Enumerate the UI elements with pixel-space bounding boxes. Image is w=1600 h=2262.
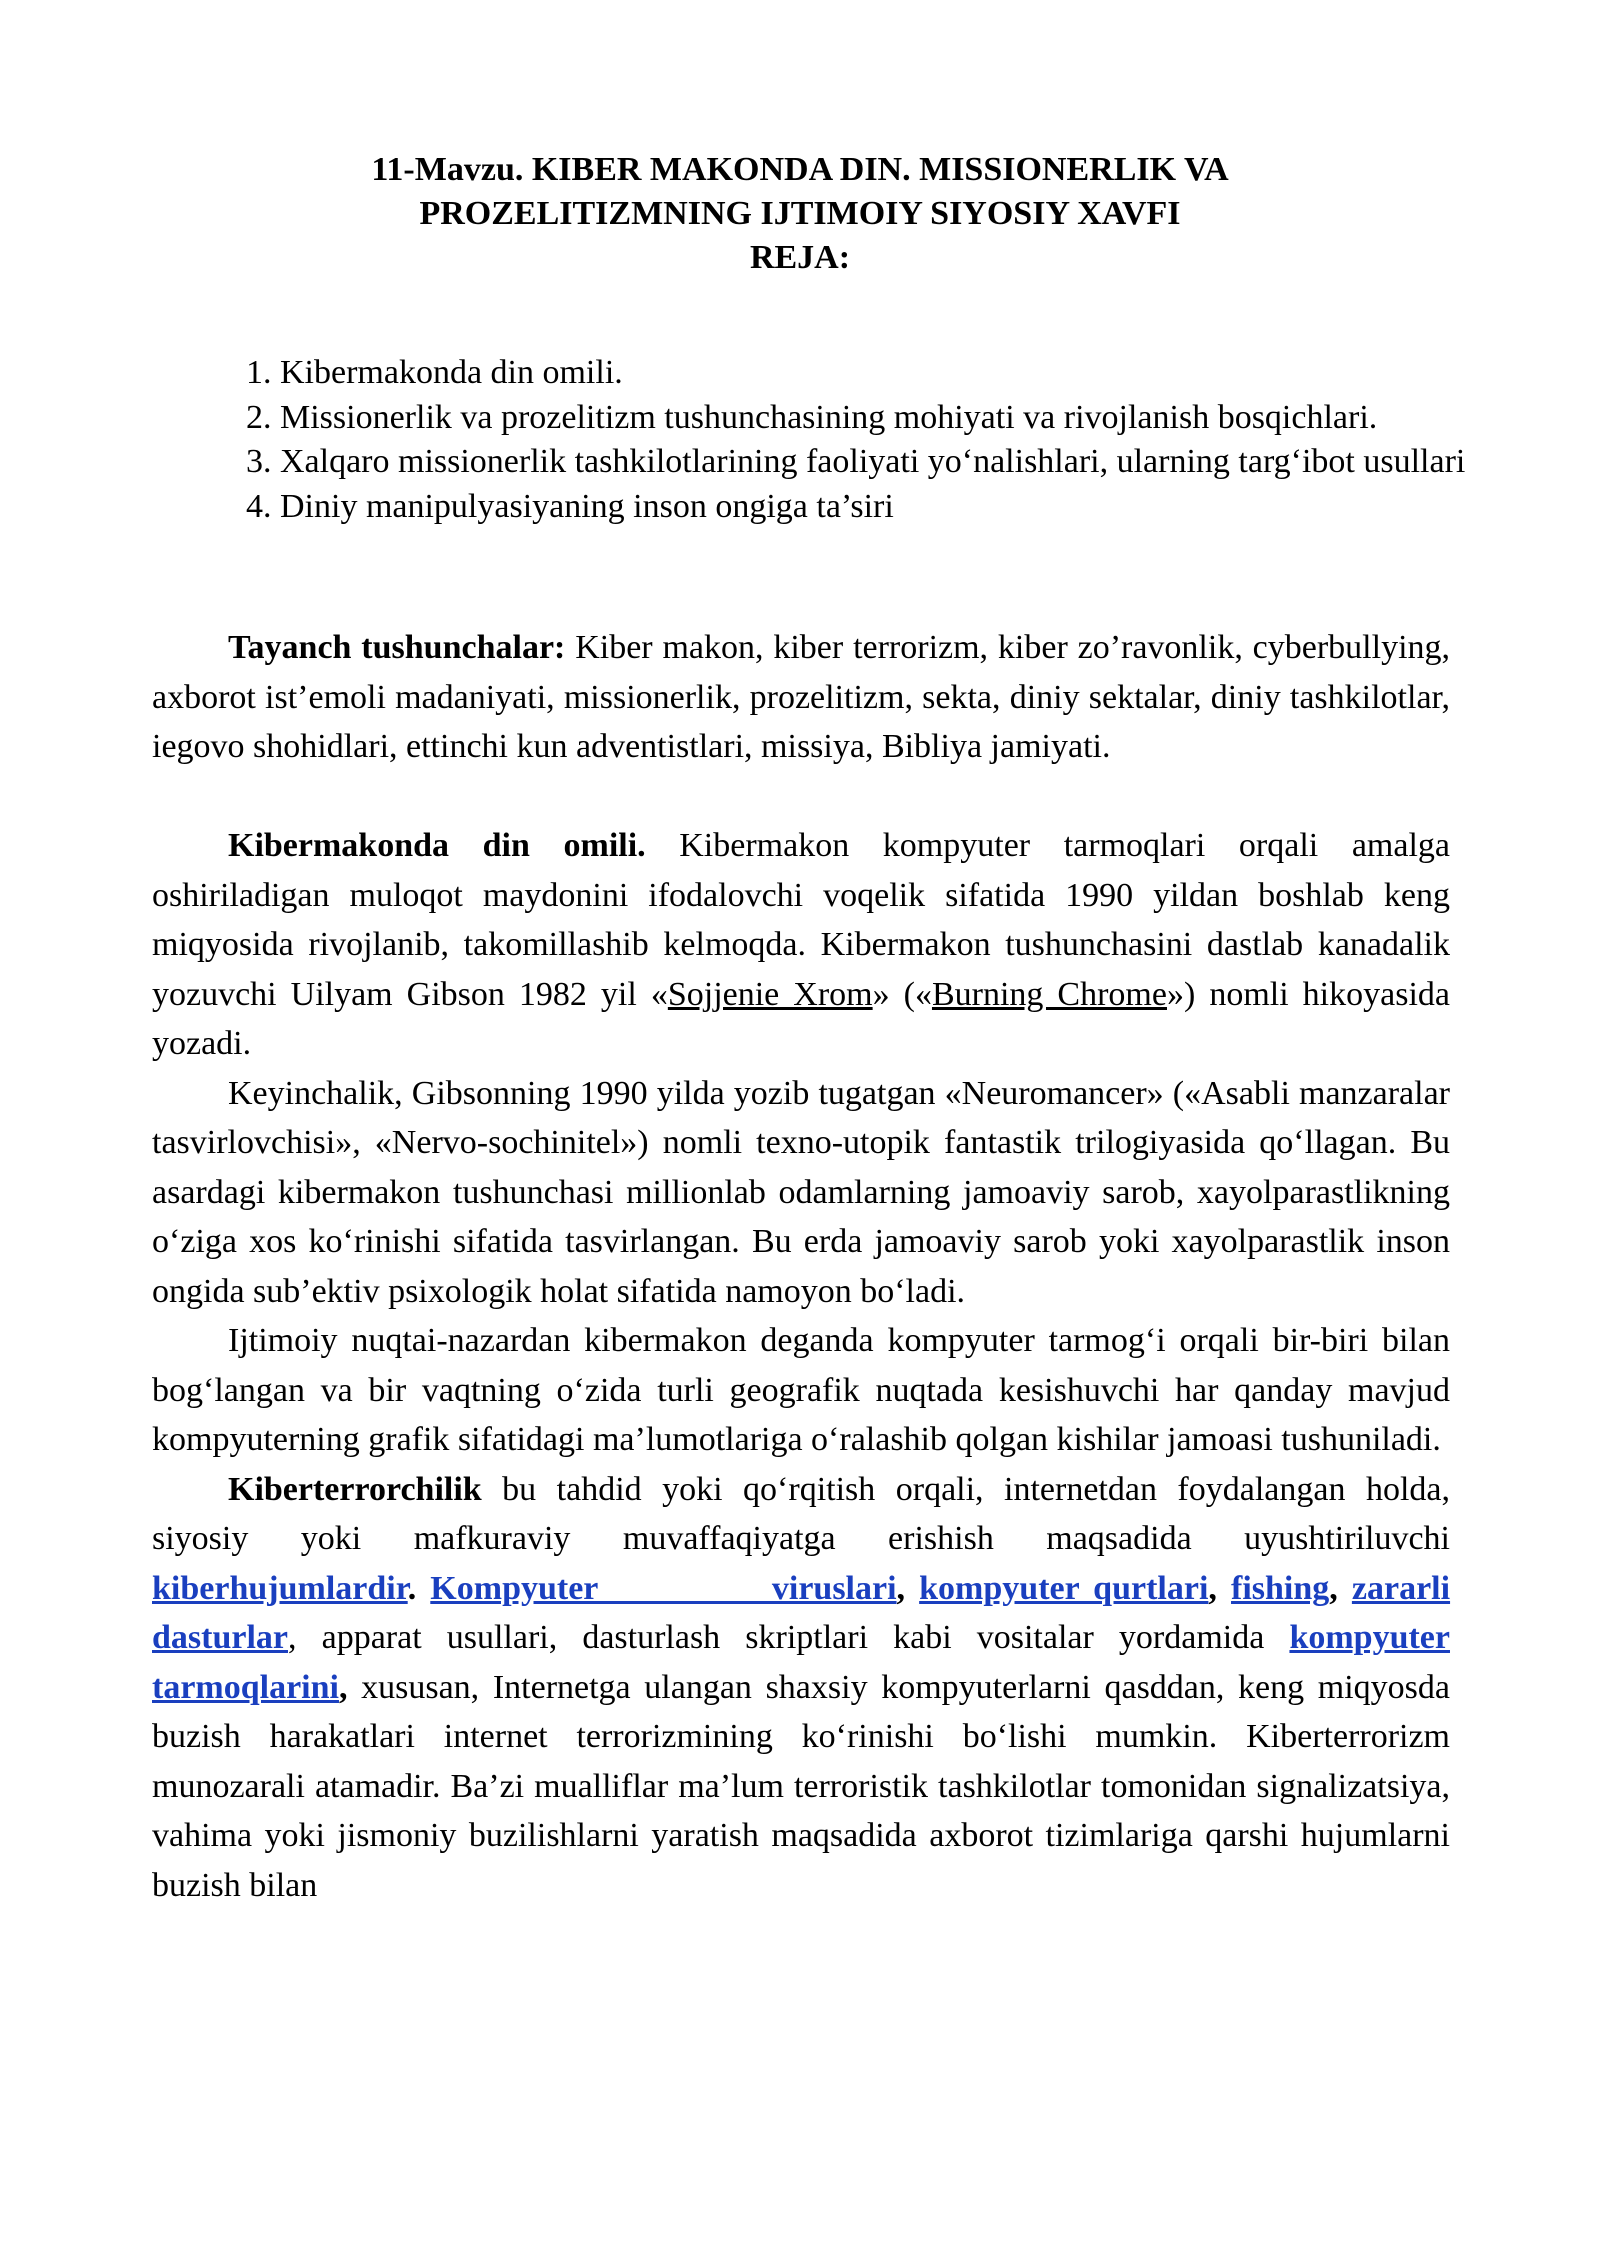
section-1-text-b: » («: [872, 975, 932, 1013]
plan-item: 2. Missionerlik va prozelitizm tushunchasining mohiyati va rivojlanish bosqichlari.: [246, 398, 1378, 436]
link-fishing[interactable]: fishing: [1231, 1569, 1330, 1607]
link-burning-chrome[interactable]: Burning Chrome: [931, 975, 1167, 1013]
section-1-text-a: Kibermakon kompyuter tarmoqlari orqali amalga oshiriladigan muloqot maydonini ifodalovchi voqelik sifatida 1990 yildan boshlab keng miqyosida rivojlanib, takomillashib kelmoqda. Kibermakon tushunchasini dastlab kanadalik yozuvchi Uilyam Gibson 1982 yil «: [152, 827, 1450, 1013]
plan-item: 1. Kibermakonda din omili.: [246, 354, 623, 391]
plan-item: 4. Diniy manipulyasiyaning inson ongiga ta’siri: [246, 487, 894, 525]
punctuation-comma: ,: [1329, 1569, 1352, 1607]
section-1-paragraph: [152, 821, 1450, 1069]
cyberterrorism-text-b: , apparat usullari, dasturlash skriptlari kabi vositalar yordamida: [288, 1619, 1290, 1656]
paragraph-cyberterrorism: [152, 1465, 1450, 1911]
plan-item: 3. Xalqaro missionerlik tashkilotlarining faoliyati yo‘nalishlari, ularning targ‘ibot usullari: [246, 443, 1466, 480]
link-kompyuter-viruslari[interactable]: Kompyuter viruslari: [430, 1569, 897, 1607]
document-body: [152, 623, 1450, 1910]
section-1-heading: Kibermakonda din omili.: [228, 827, 646, 864]
cyberterrorism-text-c: xususan, Internetga ulangan shaxsiy kompyuterlarni qasddan, keng miqyosda buzish harakatlari internet terrorizmining ko‘rinishi bo‘lishi mumkin. Kiberterrorizm munozarali atamadir. Ba’zi mualliflar ma’lum terroristik tashkilotlar tomonidan signalizatsiya, vahima yoki jismoniy buzilishlarni yaratish maqsadida axborot tizimlariga qarshi hujumlarni buzish bilan: [152, 1668, 1450, 1904]
link-kompyuter-qurtlari[interactable]: kompyuter qurtlari: [919, 1569, 1209, 1607]
punctuation-comma: ,: [1208, 1569, 1232, 1607]
punctuation-comma: ,: [896, 1569, 920, 1607]
link-sojjenie-xrom[interactable]: Sojjenie Xrom: [667, 975, 873, 1013]
link-kiberhujumlardir[interactable]: kiberhujumlardir: [152, 1569, 408, 1607]
keywords-text: Kiber makon, kiber terrorizm, kiber zo’ravonlik, cyberbullying, axborot ist’emoli madaniyati, missionerlik, prozelitizm, sekta, diniy sektalar, diniy tashkilotlar, iegovo shohidlari, ettinchi kun adventistlari, missiya, Bibliya jamiyati.: [152, 629, 1451, 765]
punctuation-dot: .: [407, 1569, 417, 1607]
space: [416, 1570, 430, 1607]
link-zararli-dasturlar[interactable]: zararli dasturlar: [152, 1569, 1451, 1656]
paragraph-neuromancer: Keyinchalik, Gibsonning 1990 yilda yozib tugatgan «Neuromancer» («Asabli manzaralar tasvirlovchisi», «Nervo-sochinitel») nomli texno-utopik fantastik trilogiyasida qo‘llagan. Bu asardagi kibermakon tushunchasi millionlab odamlarning jamoaviy sarob, xayolparastlikning o‘ziga xos ko‘rinishi sifatida tasvirlangan. Bu erda jamoaviy sarob yoki xayolparastlik inson ongida sub’ektiv psixologik holat sifatida namoyon bo‘ladi.: [152, 1074, 1450, 1310]
cyberterrorism-text-a: bu tahdid yoki qo‘rqitish orqali, internetdan foydalangan holda, siyosiy yoki mafkuraviy muvaffaqiyatga erishish maqsadida uyushtiriluvchi: [152, 1470, 1450, 1557]
paragraph-social-definition: Ijtimoiy nuqtai-nazardan kibermakon deganda kompyuter tarmog‘i orqali bir-biri bilan bog‘langan va bir vaqtning o‘zida turli geografik nuqtada kesishuvchi har qanday mavjud kompyuterning grafik sifatidagi ma’lumotlariga o‘ralashib qolgan kishilar jamoasi tushuniladi.: [152, 1322, 1450, 1458]
keywords-paragraph: [152, 623, 1450, 772]
plan-list: [246, 351, 1506, 529]
document-title: [152, 148, 1448, 280]
punctuation-comma: ,: [338, 1668, 348, 1706]
keywords-label: Tayanch tushunchalar:: [228, 629, 566, 666]
title-line-3: REJA:: [749, 239, 851, 276]
title-line-1: 11-Mavzu. KIBER MAKONDA DIN. MISSIONERLIK VA: [371, 151, 1229, 188]
title-line-2: PROZELITIZMNING IJTIMOIY SIYOSIY XAVFI: [419, 195, 1181, 232]
link-kompyuter-tarmoqlarini[interactable]: kompyuter tarmoqlarini: [152, 1619, 1450, 1706]
section-1-text-c: ») nomli hikoyasida yozadi.: [152, 975, 1450, 1062]
cyberterrorism-heading: Kiberterrorchilik: [228, 1470, 482, 1508]
